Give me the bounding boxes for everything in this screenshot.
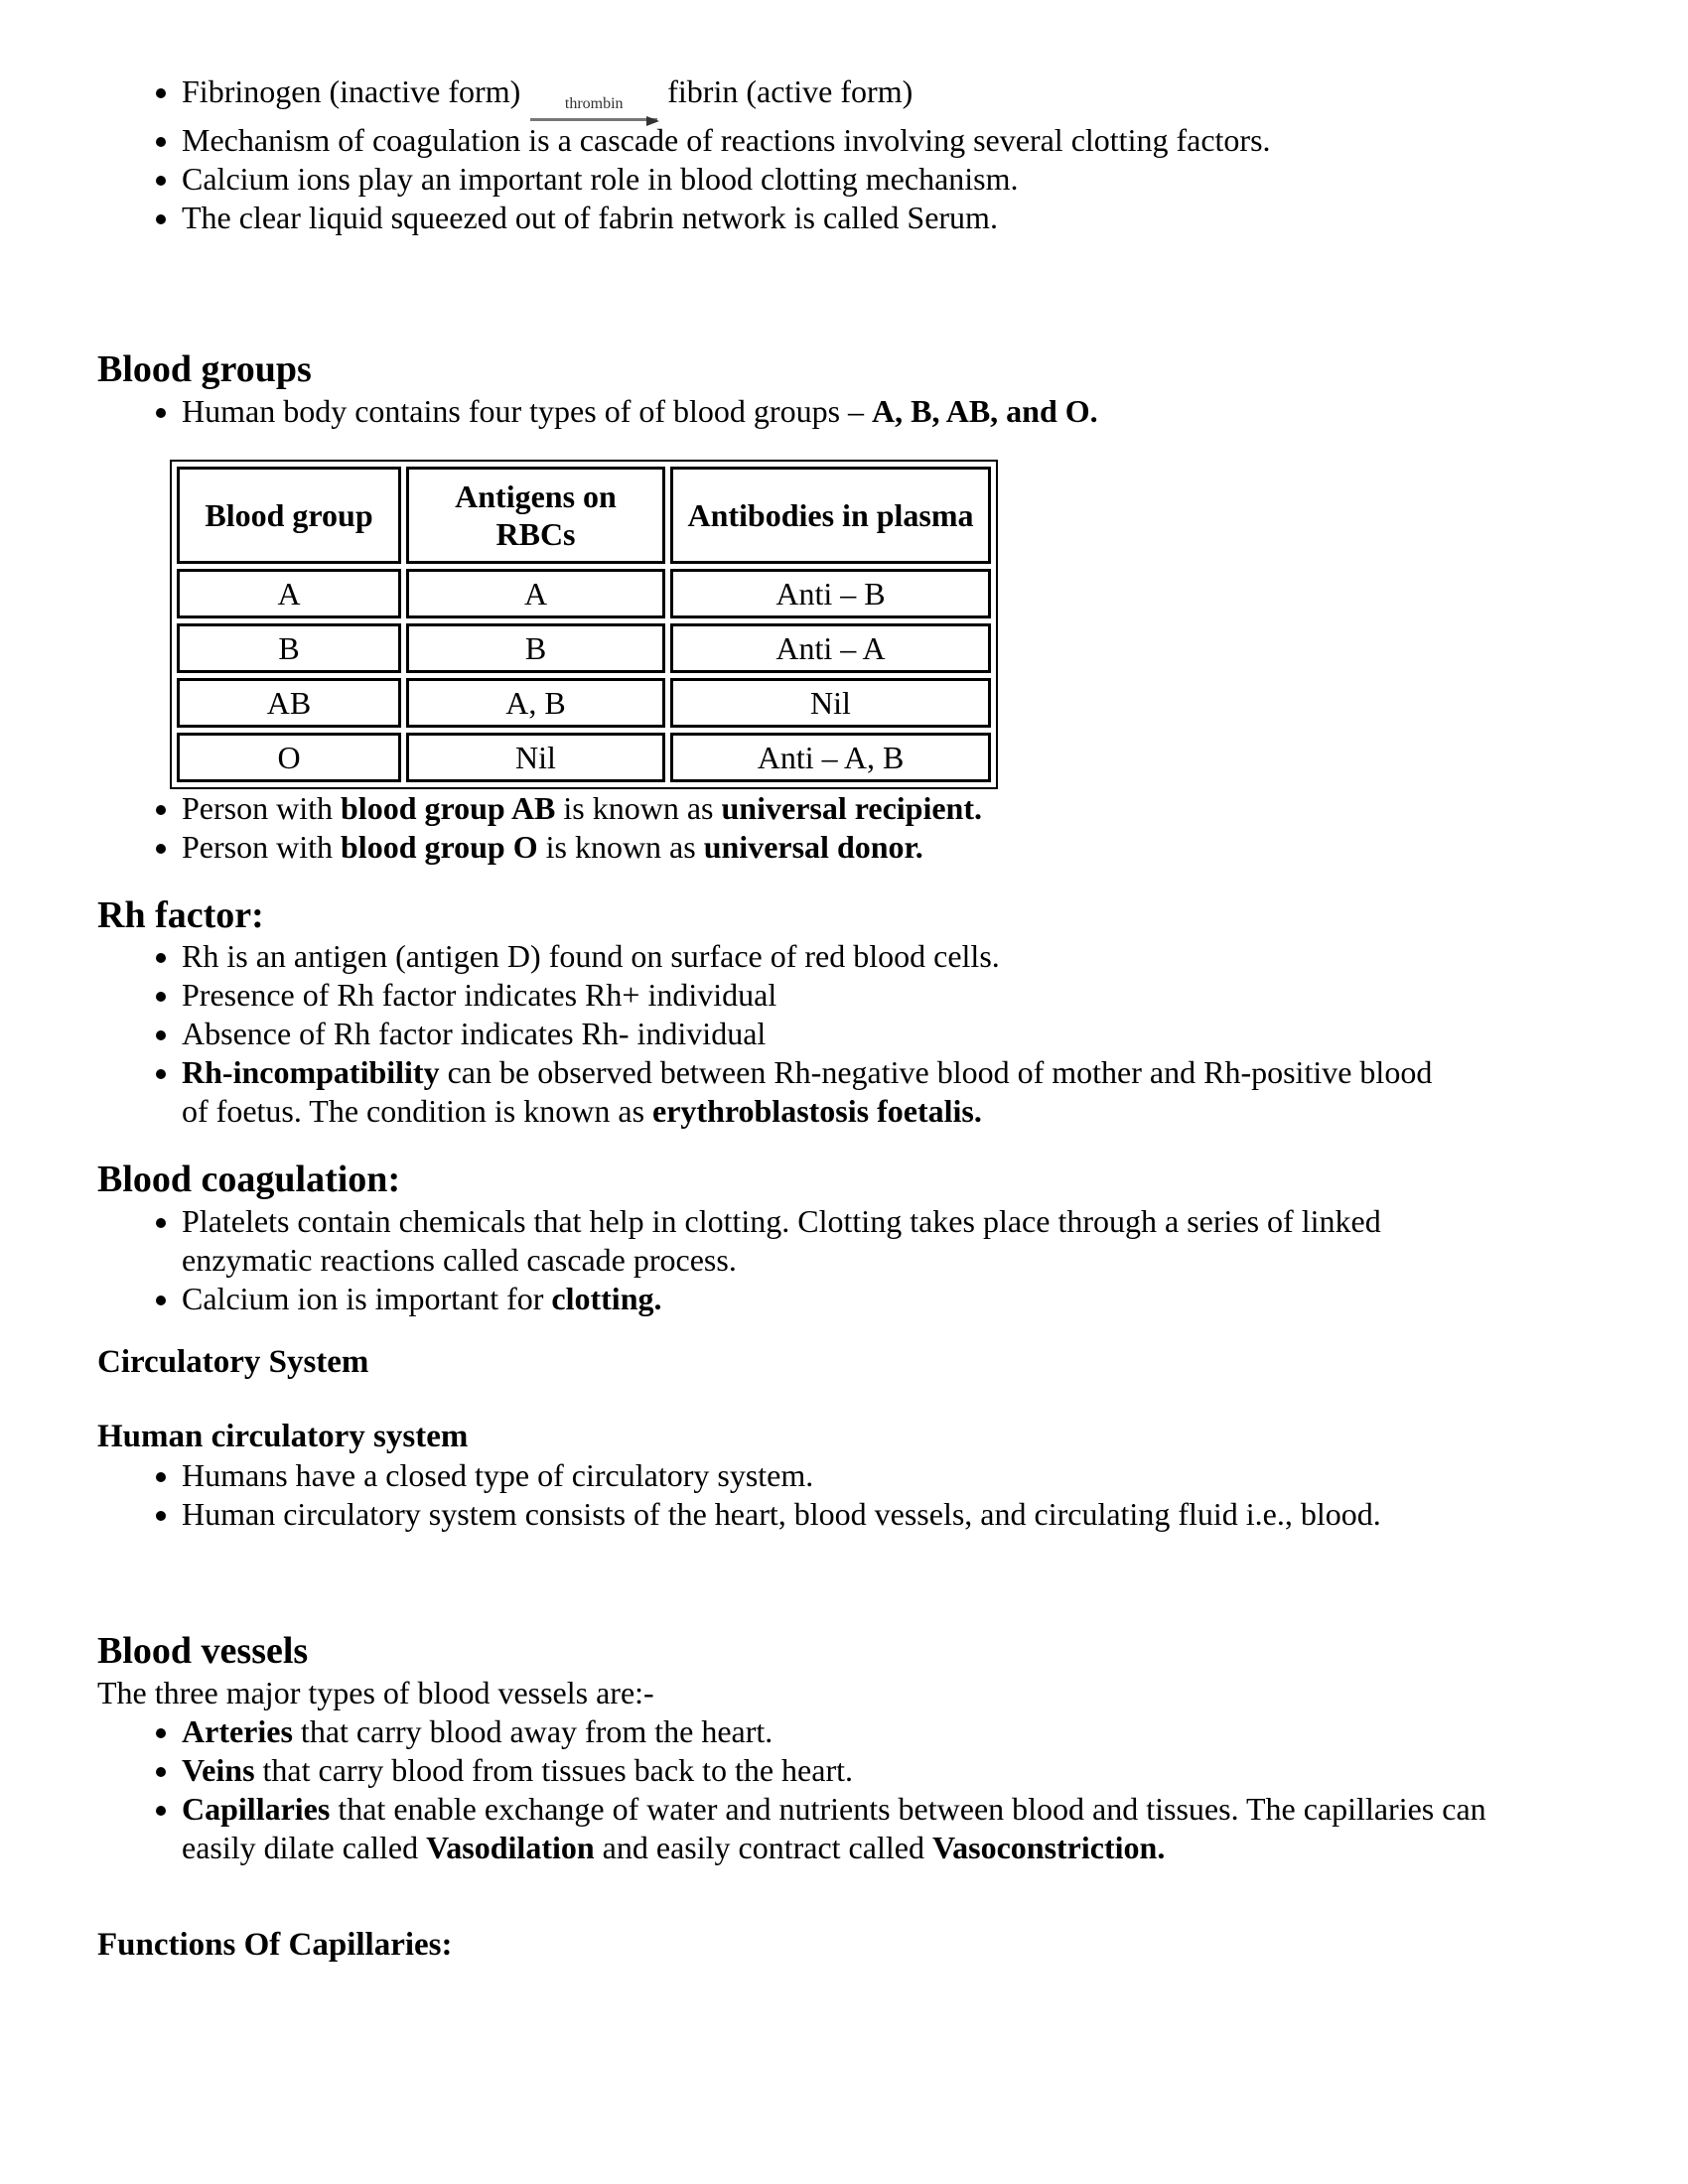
table-cell: A <box>406 569 665 618</box>
blood-vessels-bullet-list <box>97 1712 1638 1867</box>
bold-text-segment: Veins <box>182 1751 255 1788</box>
bold-text-segment: Capillaries <box>182 1790 331 1827</box>
list-item <box>182 1712 1638 1751</box>
heading-functions-of-capillaries: Functions Of Capillaries: <box>97 1926 453 1963</box>
table-cell: Anti – A <box>670 623 991 673</box>
blood-groups-bullet-list <box>97 392 1638 431</box>
bold-text-segment: Rh-incompatibility <box>182 1054 440 1091</box>
text-segment: of foetus. The condition is known as <box>182 1093 653 1130</box>
heading-blood-groups: Blood groups <box>97 348 312 390</box>
table-cell: Anti – B <box>670 569 991 618</box>
table-cell: Nil <box>406 733 665 782</box>
text-segment: Platelets contain chemicals that help in clotting. Clotting takes place through a series of linked <box>182 1203 1381 1240</box>
table-cell: Anti – A, B <box>670 733 991 782</box>
text-segment: The clear liquid squeezed out of fabrin network is called Serum. <box>182 200 998 235</box>
table-cell: AB <box>177 678 401 728</box>
text-segment: Human circulatory system consists of the heart, blood vessels, and circulating fluid i.e., blood. <box>182 1495 1381 1532</box>
text-segment: Human body contains four types of of blood groups – <box>182 392 873 429</box>
blood-group-table <box>170 460 998 789</box>
text-segment: enzymatic reactions called cascade process. <box>182 1242 737 1279</box>
blood-vessels-intro-text: The three major types of blood vessels are:- <box>97 1674 654 1710</box>
list-item <box>182 1202 1638 1280</box>
text-segment: Presence of Rh factor indicates Rh+ individual <box>182 977 777 1014</box>
rh-factor-bullet-list <box>97 937 1638 1131</box>
table-cell: A <box>177 569 401 618</box>
bold-text-segment: universal recipient. <box>721 789 982 826</box>
reaction-arrow-label: thrombin <box>564 95 624 112</box>
text-segment: is known as <box>537 828 704 865</box>
text-segment: is known as <box>555 789 722 826</box>
list-item <box>182 1053 1638 1131</box>
text-segment: that enable exchange of water and nutrients between blood and tissues. The capillaries can <box>330 1790 1486 1827</box>
list-item <box>182 1751 1638 1790</box>
column-header: Antibodies in plasma <box>670 467 991 564</box>
text-segment: Person with <box>182 828 341 865</box>
table-row <box>177 569 991 618</box>
text-segment: that carry blood away from the heart. <box>292 1712 774 1749</box>
intro-bullet-list <box>97 72 1638 237</box>
list-item <box>182 1456 1638 1495</box>
list-item <box>182 976 1638 1015</box>
blood-coagulation-bullet-list <box>97 1202 1638 1318</box>
bold-text-segment: universal donor. <box>703 828 923 865</box>
list-item <box>182 1790 1638 1867</box>
post-table-bullet-list <box>97 789 1638 867</box>
list-item <box>182 1280 1638 1318</box>
text-segment: Rh is an antigen (antigen D) found on surface of red blood cells. <box>182 938 1000 975</box>
bold-text-segment: clotting. <box>551 1281 662 1317</box>
list-item <box>182 199 1638 237</box>
list-item <box>182 392 1638 431</box>
table-row <box>177 678 991 728</box>
bold-text-segment: blood group AB <box>341 789 556 826</box>
reaction-after-text: fibrin (active form) <box>667 73 914 109</box>
text-segment: Person with <box>182 789 341 826</box>
list-item <box>182 789 1638 828</box>
table-header-row <box>177 467 991 564</box>
bold-text-segment: A, B, AB, and O. <box>872 392 1098 429</box>
table-cell: Nil <box>670 678 991 728</box>
bold-text-segment: blood group O <box>341 828 538 865</box>
text-segment: and easily contract called <box>594 1829 932 1865</box>
table-row <box>177 623 991 673</box>
bold-text-segment: Vasoconstriction. <box>931 1829 1166 1865</box>
reaction-arrow <box>530 97 657 121</box>
reaction-before-text: Fibrinogen (inactive form) <box>182 73 521 109</box>
table-cell: B <box>406 623 665 673</box>
column-header: Blood group <box>177 467 401 564</box>
circulatory-bullet-list <box>97 1456 1638 1534</box>
heading-human-circulatory-system: Human circulatory system <box>97 1419 469 1454</box>
text-segment: easily dilate called <box>182 1829 427 1865</box>
text-segment: that carry blood from tissues back to the heart. <box>254 1751 853 1788</box>
heading-rh-factor: Rh factor: <box>97 893 264 936</box>
list-item <box>182 828 1638 867</box>
bold-text-segment: Arteries <box>182 1712 293 1749</box>
column-header: Antigens on RBCs <box>406 467 665 564</box>
table-cell: O <box>177 733 401 782</box>
text-segment: Calcium ions play an important role in blood clotting mechanism. <box>182 161 1019 197</box>
bold-text-segment: Vasodilation <box>426 1829 595 1865</box>
list-item <box>182 160 1638 199</box>
heading-circulatory-system: Circulatory System <box>97 1344 369 1381</box>
text-segment: can be observed between Rh-negative blood of mother and Rh-positive blood <box>439 1054 1433 1091</box>
list-item <box>182 937 1638 976</box>
text-segment: Absence of Rh factor indicates Rh- individual <box>182 1016 767 1052</box>
text-segment: Mechanism of coagulation is a cascade of reactions involving several clotting factors. <box>182 122 1271 158</box>
table-row <box>177 733 991 782</box>
table-cell: B <box>177 623 401 673</box>
text-segment: Humans have a closed type of circulatory system. <box>182 1456 814 1493</box>
list-item <box>182 121 1638 160</box>
list-item-reaction <box>182 72 1638 121</box>
right-arrow-icon <box>530 111 657 121</box>
table-cell: A, B <box>406 678 665 728</box>
heading-blood-coagulation: Blood coagulation: <box>97 1159 401 1201</box>
heading-blood-vessels: Blood vessels <box>97 1629 309 1672</box>
bold-text-segment: erythroblastosis foetalis. <box>652 1093 982 1130</box>
list-item <box>182 1015 1638 1053</box>
list-item <box>182 1495 1638 1534</box>
text-segment: Calcium ion is important for <box>182 1281 552 1317</box>
